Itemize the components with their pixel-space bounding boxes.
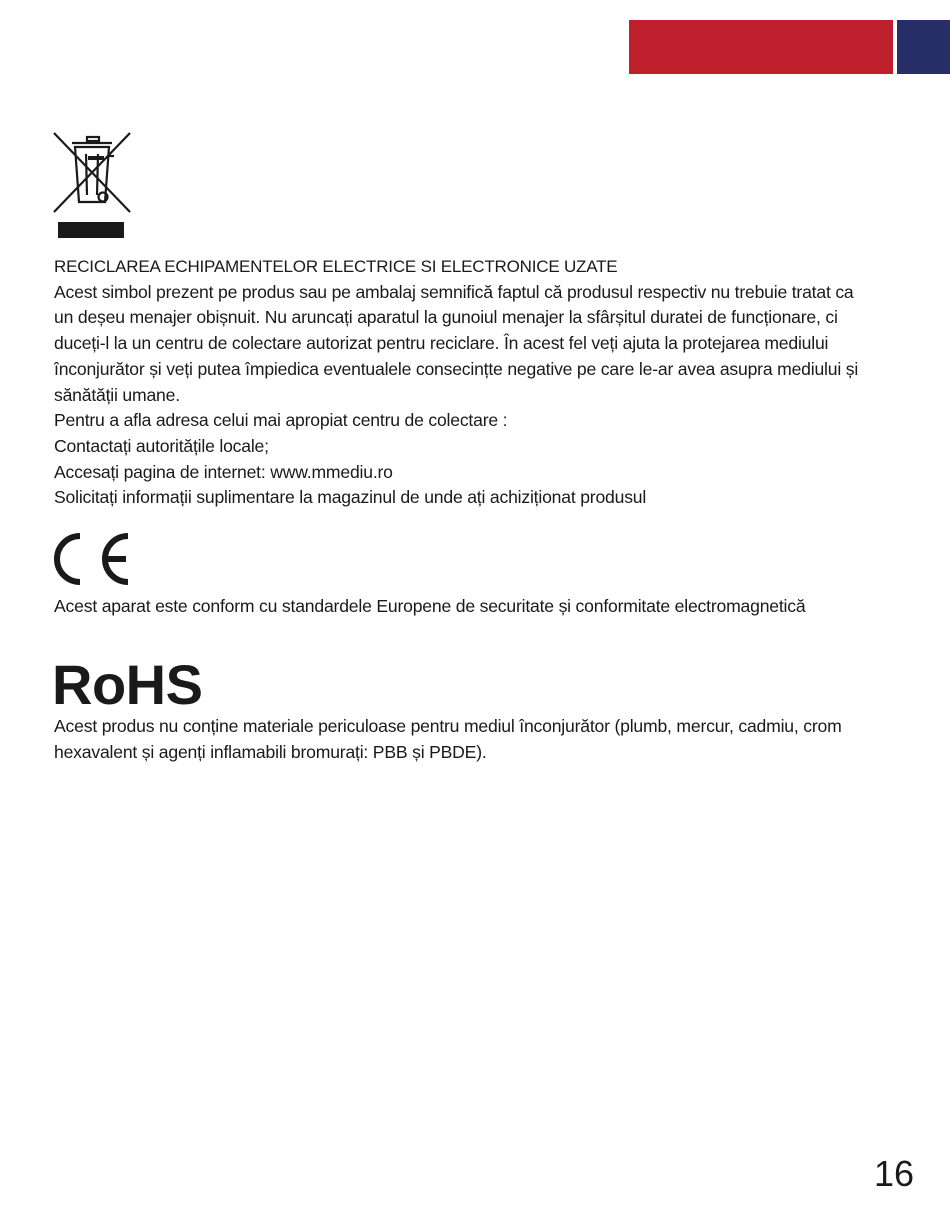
rohs-line: hexavalent și agenți inflamabili bromurați: PBB și PBDE). bbox=[54, 741, 487, 762]
weee-title: RECICLAREA ECHIPAMENTELOR ELECTRICE SI ELECTRONICE UZATE bbox=[54, 257, 618, 276]
weee-line: sănătății umane. bbox=[54, 384, 180, 405]
rohs-logo: RoHS bbox=[52, 653, 203, 716]
weee-line: Contactați autoritățile locale; bbox=[54, 435, 269, 456]
weee-line: duceți-l la un centru de colectare autorizat pentru reciclare. În acest fel veți ajuta la protejarea mediului bbox=[54, 333, 829, 354]
ce-mark-icon bbox=[52, 531, 134, 587]
rohs-section bbox=[54, 714, 934, 765]
weee-line: înconjurător și veți putea împiedica eventualele consecințte negative pe care le-ar avea asupra mediului și bbox=[54, 358, 859, 379]
weee-line: Accesați pagina de internet: www.mmediu.ro bbox=[54, 461, 393, 482]
weee-line: Solicitați informații suplimentare la magazinul de unde ați achiziționat produsul bbox=[54, 487, 647, 508]
ce-section bbox=[54, 594, 934, 620]
weee-line: Pentru a afla adresa celui mai apropiat centru de colectare : bbox=[54, 410, 508, 431]
ce-statement: Acest aparat este conform cu standardele Europene de securitate și conformitate electromagnetică bbox=[54, 596, 806, 616]
header-accent-red bbox=[629, 20, 893, 74]
weee-line: Acest simbol prezent pe produs sau pe ambalaj semnifică faptul că produsul respectiv nu trebuie tratat ca bbox=[54, 281, 854, 302]
header-accent-blue bbox=[897, 20, 950, 74]
page-number: 16 bbox=[873, 1153, 914, 1194]
crossed-out-wheelie-bin-icon bbox=[52, 130, 132, 240]
weee-line: un deșeu menajer obișnuit. Nu aruncați aparatul la gunoiul menajer la sfârșitul duratei de funcționare, ci bbox=[54, 307, 838, 328]
rohs-line: Acest produs nu conține materiale periculoase pentru mediul înconjurător (plumb, mercur, cadmiu, crom bbox=[54, 716, 842, 736]
weee-section bbox=[54, 254, 934, 511]
